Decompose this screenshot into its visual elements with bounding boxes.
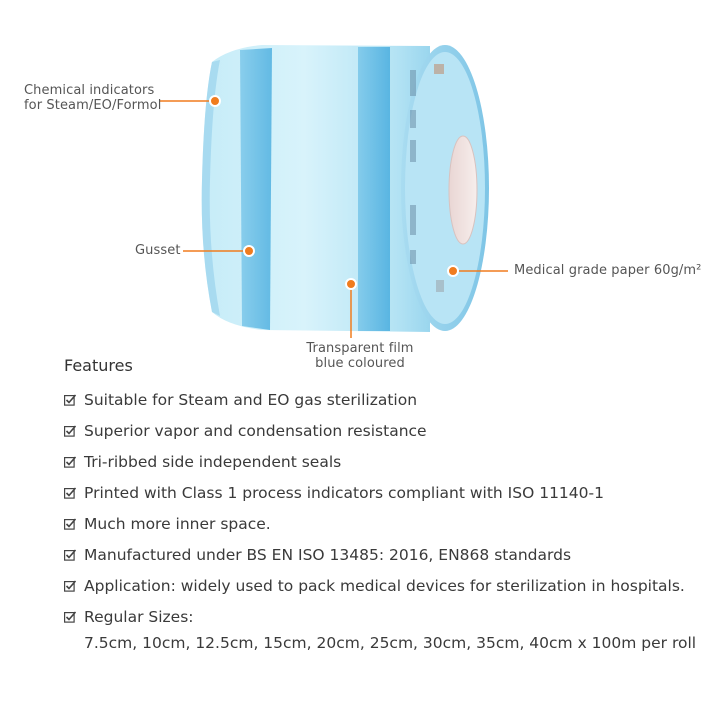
list-item-sizes <box>64 604 704 656</box>
check-square-icon <box>64 549 76 561</box>
feature-text: Manufactured under BS EN ISO 13485: 2016, EN868 standards <box>84 546 572 564</box>
feature-text: Printed with Class 1 process indicators compliant with ISO 11140-1 <box>84 484 604 502</box>
list-item <box>64 573 704 599</box>
list-item <box>64 511 704 537</box>
feature-text: Superior vapor and condensation resistance <box>84 422 427 440</box>
sterilization-roll-illustration <box>0 0 720 350</box>
list-item <box>64 449 704 475</box>
feature-text: Suitable for Steam and EO gas sterilization <box>84 391 418 409</box>
features-section <box>64 356 704 661</box>
label-line: for Steam/EO/Formol <box>24 98 162 113</box>
label-gusset: Gusset <box>135 243 181 258</box>
check-square-icon <box>64 425 76 437</box>
check-square-icon <box>64 456 76 468</box>
label-chemical-indicators <box>24 83 161 113</box>
film-stripe <box>358 47 390 331</box>
callout-indicators <box>160 96 220 106</box>
roll-core <box>449 136 477 244</box>
roll-body <box>202 45 430 332</box>
list-item <box>64 387 704 413</box>
sizes-label: Regular Sizes: <box>84 608 194 626</box>
label-line: Transparent film <box>306 341 414 356</box>
features-list <box>64 387 704 656</box>
check-square-icon <box>64 518 76 530</box>
feature-text: Much more inner space. <box>84 515 271 533</box>
check-square-icon <box>64 580 76 592</box>
feature-text: Application: widely used to pack medical devices for sterilization in hospitals. <box>84 577 685 595</box>
features-title: Features <box>64 356 133 375</box>
list-item <box>64 542 704 568</box>
list-item <box>64 418 704 444</box>
label-line: blue coloured <box>315 356 405 371</box>
label-line: Chemical indicators <box>24 83 155 98</box>
check-square-icon <box>64 487 76 499</box>
check-square-icon <box>64 394 76 406</box>
check-square-icon <box>64 611 76 623</box>
label-medical-paper: Medical grade paper 60g/m² <box>514 263 702 278</box>
gusset-stripe <box>240 48 272 330</box>
feature-text: Tri-ribbed side independent seals <box>84 453 342 471</box>
list-item <box>64 480 704 506</box>
sizes-value: 7.5cm, 10cm, 12.5cm, 15cm, 20cm, 25cm, 30cm, 35cm, 40cm x 100m per roll <box>84 634 697 652</box>
